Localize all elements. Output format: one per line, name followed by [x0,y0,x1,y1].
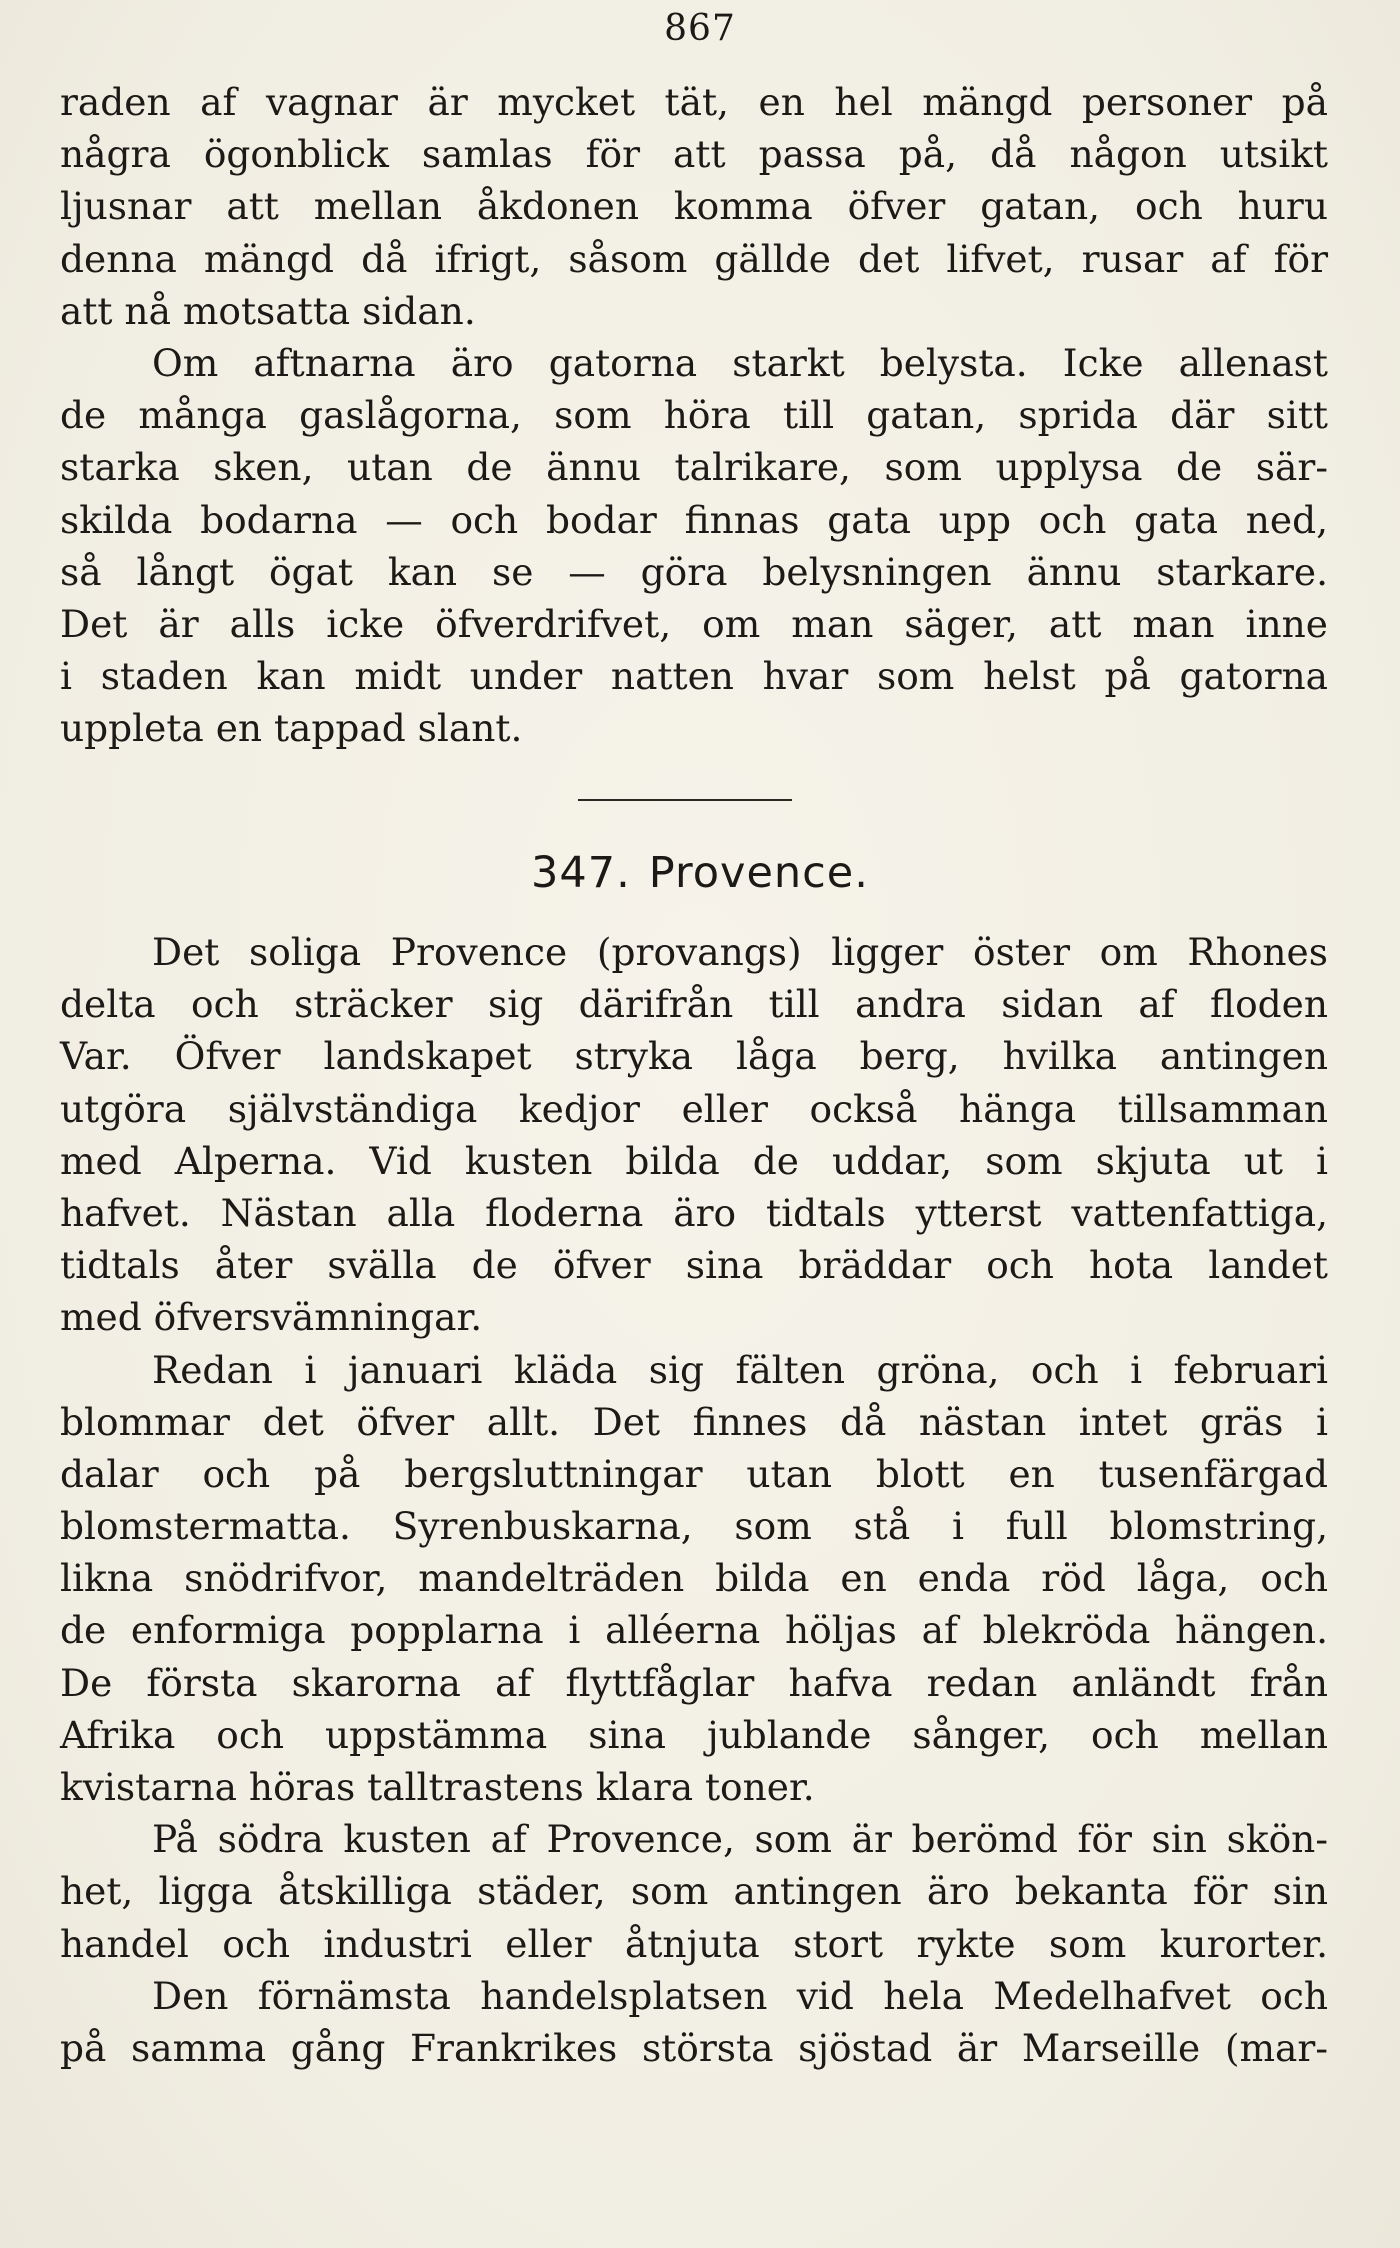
text-line: Afrika och uppstämma sina jublande sånger, och mellan [60,1712,1328,1757]
text-line: på samma gång Frankrikes största sjöstad är Marseille (mar- [60,2025,1328,2070]
text-line: dalar och på bergsluttningar utan blott en tusenfärgad [60,1451,1328,1496]
text-line: med öfversvämningar. [60,1295,483,1340]
text-line: På södra kusten af Provence, som är berömd för sin skön- [152,1817,1328,1862]
text-line: med Alperna. Vid kusten bilda de uddar, som skjuta ut i [60,1138,1328,1183]
text-line: tidtals åter svälla de öfver sina bräddar och hota landet [60,1243,1328,1288]
text-line: Den förnämsta handelsplatsen vid hela Medelhafvet och [152,1973,1328,2018]
text-line: några ögonblick samlas för att passa på, då någon utsikt [60,132,1328,177]
text-line: Om aftnarna äro gatorna starkt belysta. Icke allenast [152,340,1328,385]
text-line: likna snödrifvor, mandelträden bilda en enda röd låga, och [60,1556,1328,1601]
intro-paragraphs [60,76,1328,754]
text-line: Var. Öfver landskapet stryka låga berg, hvilka antingen [60,1034,1328,1079]
text-line: delta och sträcker sig därifrån till andra sidan af floden [60,982,1328,1027]
text-line: i staden kan midt under natten hvar som helst på gatorna [60,654,1328,699]
text-line: skilda bodarna — och bodar finnas gata upp och gata ned, [60,497,1328,542]
section-separator [578,799,792,801]
text-line: utgöra självständiga kedjor eller också hänga tillsamman [60,1086,1328,1131]
page-number: 867 [664,8,736,49]
text-line: blommar det öfver allt. Det finnes då nästan intet gräs i [60,1399,1328,1444]
section-heading [0,848,1400,898]
section-paragraphs [60,926,1328,2074]
text-line: att nå motsatta sidan. [60,288,476,333]
text-line: De första skarorna af flyttfåglar hafva redan anländt från [60,1660,1328,1705]
text-line: så långt ögat kan se — göra belysningen ännu starkare. [60,549,1328,594]
text-line: de enformiga popplarna i alléerna höljas af blekröda hängen. [60,1608,1328,1653]
text-line: blomstermatta. Syrenbuskarna, som stå i full blomstring, [60,1504,1328,1549]
text-line: Det är alls icke öfverdrifvet, om man säger, att man inne [60,601,1328,646]
section-title: Provence. [648,848,869,898]
text-line: Redan i januari kläda sig fälten gröna, och i februari [152,1347,1328,1392]
section-number: 347. [531,848,631,898]
text-line: raden af vagnar är mycket tät, en hel mängd personer på [60,80,1328,124]
text-line: de många gaslågorna, som höra till gatan, sprida där sitt [60,393,1328,438]
text-line: hafvet. Nästan alla floderna äro tidtals ytterst vattenfattiga, [60,1190,1328,1235]
text-line: uppleta en tappad slant. [60,706,523,751]
text-line: Det soliga Provence (provangs) ligger öster om Rhones [152,930,1328,974]
text-line: ljusnar att mellan åkdonen komma öfver gatan, och huru [60,184,1328,229]
text-line: denna mängd då ifrigt, såsom gällde det lifvet, rusar af för [60,236,1328,281]
text-line: handel och industri eller åtnjuta stort rykte som kurorter. [60,1921,1328,1966]
text-line: kvistarna höras talltrastens klara toner. [60,1765,815,1809]
text-line: starka sken, utan de ännu talrikare, som upplysa de sär- [60,445,1328,490]
text-line: het, ligga åtskilliga städer, som antingen äro bekanta för sin [60,1869,1328,1914]
